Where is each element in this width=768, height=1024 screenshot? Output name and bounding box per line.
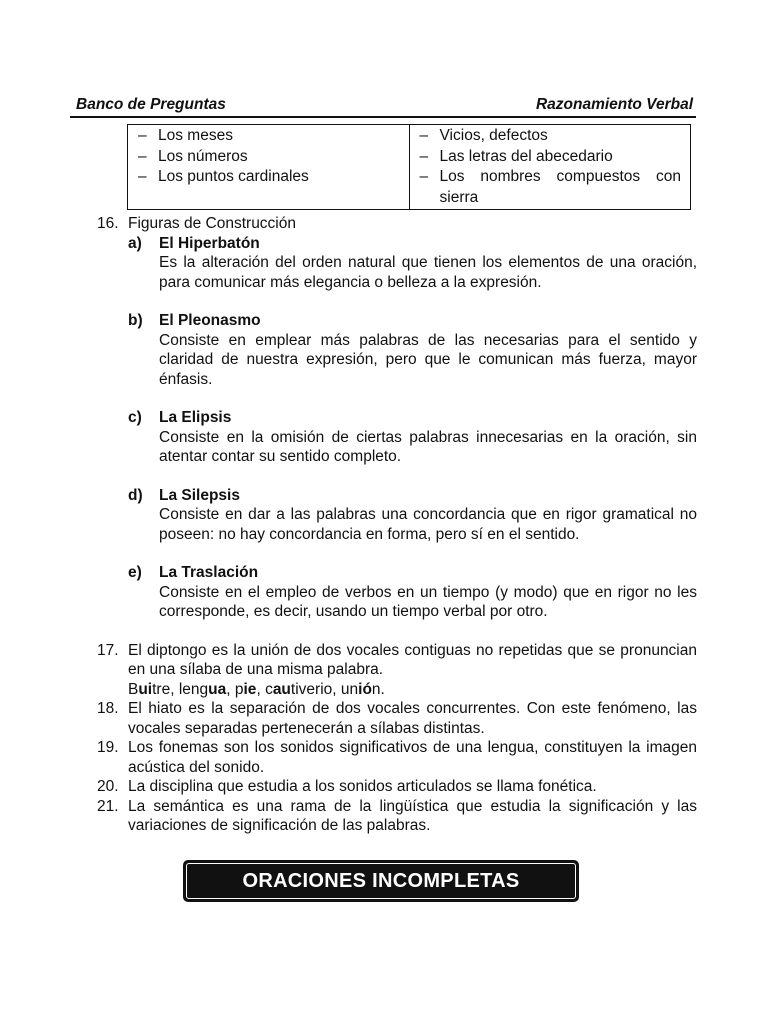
figure-text: Consiste en el empleo de verbos en un tiempo (y modo) que en rigor no les corresponde, es decir, usando un tiempo verbal por otro. [159, 583, 697, 620]
figure-text: Consiste en emplear más palabras de las necesarias para el sentido y claridad de nuestra expresión, pero que le comunican más fuerza, mayor énfasis. [159, 331, 697, 388]
figure-item: d) La Silepsis Consiste en dar a las palabras una concordancia que en rigor gramatical no poseen: no hay concordancia en forma, pero sí en el sentido. [128, 486, 697, 543]
figure-text: Es la alteración del orden natural que tienen los elementos de una oración, para comunicar más elegancia o belleza a la expresión. [159, 254, 697, 291]
section-title: Figuras de Construcción [128, 215, 296, 232]
header-subject: Razonamiento Verbal [535, 96, 693, 113]
item-text: Los fonemas son los sonidos significativos de una lengua, constituyen la imagen acústica del sonido. [128, 739, 697, 776]
figure-item: b) El Pleonasmo Consiste en emplear más palabras de las necesarias para el sentido y claridad de nuestra expresión, pero que le comunican más fuerza, mayor énfasis. [128, 312, 697, 388]
list-item: – Las letras del abecedario [419, 147, 613, 165]
list-item: – Los meses [138, 127, 233, 144]
diphthong-examples: Buitre, lengua, pie, cautiverio, unión. [128, 680, 385, 698]
numbered-item-16: 16. Figuras de Construcción a) El Hiperbatón Es la alteración del orden natural que tienen los elementos de una oración, para comunicar más elegancia o belleza a la expresión. b) El Pleonasmo Consiste en emplear más palabras de las necesarias para el sentido y claridad de nuestra expresión, pero que le comunican más fuerza, mayor énfasis. c) La Elipsis Consiste en la omisión de ciertas palabras innecesarias en la oración, sin atentar contar su sentido completo. d) La Silepsis Consiste en dar a las palabras una concordancia que en rigor gramatical no poseen: no hay concordancia en forma, pero sí en el sentido. e) La Traslación Consiste en el empleo de verbos en un tiempo (y modo) que en rigor no les corresponde, es decir, usando un tiempo verbal por otro. [97, 215, 697, 620]
figure-item: c) La Elipsis Consiste en la omisión de ciertas palabras innecesarias en la oración, sin atentar contar su sentido completo. [128, 409, 697, 465]
page-header [70, 94, 696, 118]
table-right-column [409, 125, 691, 210]
figure-text: Consiste en la omisión de ciertas palabras innecesarias en la oración, sin atentar contar su sentido completo. [159, 428, 697, 465]
item-text: La semántica es una rama de la lingüística que estudia la significación y las variaciones de significación de las palabras. [128, 797, 697, 834]
header-book-title: Banco de Preguntas [76, 96, 226, 113]
section-banner [183, 860, 579, 902]
table-left-column [128, 125, 410, 210]
figure-title: La Silepsis [159, 486, 240, 504]
category-table [127, 124, 691, 210]
list-item: – Vicios, defectos [419, 127, 548, 144]
numbered-item-21: 21. La semántica es una rama de la lingüística que estudia la significación y las variaciones de significación de las palabras. [97, 797, 697, 834]
figure-item: e) La Traslación Consiste en el empleo de verbos en un tiempo (y modo) que en rigor no les corresponde, es decir, usando un tiempo verbal por otro. [128, 564, 697, 620]
figure-title: El Hiperbatón [159, 234, 260, 252]
list-item: – Los nombres compuestos con sierra [419, 168, 681, 206]
item-text: El diptongo es la unión de dos vocales contiguas no repetidas que se pronuncian en una sílaba de una misma palabra. [128, 641, 697, 678]
numbered-item-17: 17. El diptongo es la unión de dos vocales contiguas no repetidas que se pronuncian en una sílaba de una misma palabra. Buitre, lengua, pie, cautiverio, unión. [97, 641, 697, 698]
figures-list [128, 234, 697, 622]
item-text: La disciplina que estudia a los sonidos articulados se llama fonética. [128, 778, 597, 795]
figure-item: a) El Hiperbatón Es la alteración del orden natural que tienen los elementos de una oración, para comunicar más elegancia o belleza a la expresión. [128, 234, 697, 291]
numbered-item-18: 18. El hiato es la separación de dos vocales concurrentes. Con este fenómeno, las vocales separadas pertenecerán a sílabas distintas. [97, 700, 697, 737]
page-content [97, 214, 697, 836]
item-text: El hiato es la separación de dos vocales concurrentes. Con este fenómeno, las vocales separadas pertenecerán a sílabas distintas. [128, 700, 697, 737]
numbered-item-19: 19. Los fonemas son los sonidos significativos de una lengua, constituyen la imagen acústica del sonido. [97, 739, 697, 776]
figure-title: La Elipsis [159, 409, 232, 426]
list-item: – Los puntos cardinales [138, 168, 309, 185]
banner-title: ORACIONES INCOMPLETAS [186, 863, 576, 899]
list-item: – Los números [138, 147, 248, 165]
figure-text: Consiste en dar a las palabras una concordancia que en rigor gramatical no poseen: no hay concordancia en forma, pero sí en el sentido. [159, 506, 697, 543]
figure-title: La Traslación [159, 564, 259, 581]
figure-title: El Pleonasmo [159, 312, 261, 329]
numbered-item-20: 20. La disciplina que estudia a los sonidos articulados se llama fonética. [97, 777, 697, 797]
